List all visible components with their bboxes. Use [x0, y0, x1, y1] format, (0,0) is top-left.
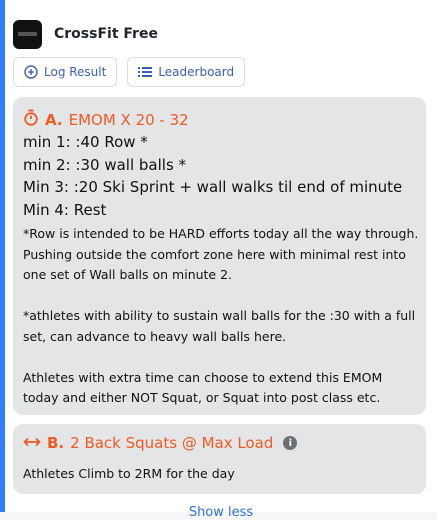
step-line: Min 4: Rest	[23, 200, 107, 219]
note-paragraph: *Row is intended to be HARD efforts today all the way through. Pushing outside the comfort zone here with minimal rest into one set of Wall balls on minute 2.	[23, 226, 419, 282]
show-less-link[interactable]: Show less	[188, 505, 254, 520]
section-a-name: EMOM X 20 - 32	[68, 110, 189, 129]
leaderboard-label: Leaderboard	[158, 65, 235, 79]
section-b-description: Athletes Climb to 2RM for the day	[23, 466, 235, 481]
step-line: min 2: :30 wall balls *	[23, 155, 187, 174]
workout-card	[5, 6, 437, 520]
section-a-prefix: A.	[45, 110, 63, 129]
info-icon[interactable]: i	[283, 436, 297, 450]
gym-logo	[13, 20, 42, 49]
plus-circle-icon	[24, 65, 38, 79]
stopwatch-icon	[23, 109, 39, 130]
note-paragraph: Athletes with extra time can choose to extend this EMOM today and either NOT Squat, or Squat into post class etc.	[23, 369, 383, 405]
section-b-prefix: B.	[47, 434, 65, 452]
step-line: min 1: :40 Row *	[23, 133, 148, 151]
section-b-name: 2 Back Squats @ Max Load	[70, 434, 274, 452]
action-buttons	[13, 57, 245, 87]
section-a-title	[23, 109, 189, 130]
log-result-label: Log Result	[44, 65, 107, 79]
leaderboard-button[interactable]	[127, 57, 245, 87]
section-a-steps	[23, 131, 402, 221]
card-header	[13, 18, 158, 50]
section-a-notes	[23, 224, 419, 409]
workout-section-a	[13, 97, 426, 415]
list-icon	[138, 66, 152, 78]
step-line: Min 3: :20 Ski Sprint + wall walks til end of minute	[23, 178, 403, 196]
section-b-title	[23, 434, 297, 452]
workout-section-b	[13, 424, 426, 494]
log-result-button[interactable]	[13, 57, 117, 87]
logo-mark	[18, 32, 37, 36]
note-paragraph: *athletes with ability to sustain wall balls for the :30 with a full set, can advance to heavy wall balls here.	[23, 308, 416, 344]
gym-name: CrossFit Free	[54, 26, 158, 42]
arrows-left-right-icon	[23, 434, 41, 452]
